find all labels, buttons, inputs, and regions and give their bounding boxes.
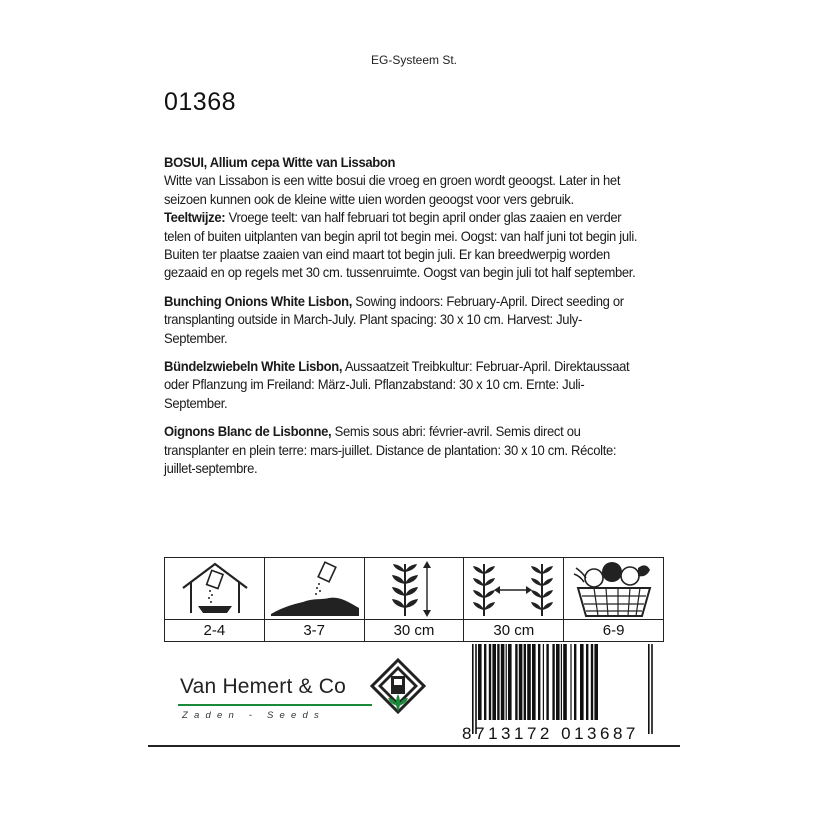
barcode-guard-bar [648,644,650,734]
plant-spacing-value: 30 cm [493,622,535,639]
barcode-bar [561,644,562,720]
brand-name: Van Hemert & Co [180,675,347,698]
barcode-bar [556,644,560,720]
german-text: Aussaatzeit Treibkultur: Februar-April. Direktaussaat oder Pflanzung im Freiland: März-Juli. Pflanzabstand: 30 x 10 cm. Ernte: Juli-September. [164,358,630,411]
dutch-title: BOSUI, Allium cepa Witte van Lissabon [164,154,396,170]
german-section [164,357,644,412]
barcode-bar [594,644,598,720]
barcode-guard-bar [472,644,474,734]
barcode-bar [563,644,567,720]
row-distance-value: 30 cm [393,622,435,639]
barcode-bar [501,644,505,720]
english-label: Bunching Onions White Lisbon, [164,292,353,309]
plant-spacing-icon [464,558,563,620]
bottom-rule [148,745,680,747]
barcode-bar [591,644,593,720]
outdoor-sowing-icon [265,558,364,620]
barcode-bar [519,644,523,720]
indoor-sowing-icon [165,558,264,620]
barcode-digits: 8 [462,724,472,740]
barcode-bar [538,644,540,720]
cultivation-text: Vroege teelt: van half februari tot begin april onder glas zaaien en verder telen of buiten uitplanten van begin april tot begin mei. Oogst: van half juni tot begin juli. Buiten ter plaatse zaaien van eind maart tot begin juli. Er kan breedwerpig worden gezaaid en op regels met 30 cm. tussenruimte. Oogst van begin juli tot half september. [164,209,638,281]
barcode-digits: 013687 [561,724,639,740]
icon-cell-harvest [564,558,663,641]
barcode-bar [478,644,482,720]
barcode-bar [586,644,588,720]
barcode-bar [515,644,517,720]
system-label: EG-Systeem St. [370,53,458,67]
barcode-guard-bar [475,644,477,734]
brand-logo-icon [370,658,426,723]
english-section [164,292,644,347]
cultivation-icon-table [164,557,664,642]
barcode-guard-bar [651,644,653,734]
barcode-bar [532,644,536,720]
barcode-bar [527,644,531,720]
indoor-sowing-months: 2-4 [203,622,226,639]
barcode-bar [489,644,491,720]
barcode-bar [508,644,512,720]
harvest-months: 6-9 [602,622,625,639]
product-barcode [458,644,658,740]
french-section [164,422,644,477]
barcode-bar [497,644,499,720]
barcode-bar [574,644,576,720]
icon-cell-rows [365,558,465,641]
barcode-bar [570,644,571,720]
icon-cell-outdoor [265,558,365,641]
barcode-bar [543,644,544,720]
brand-underline [178,704,372,706]
barcode-digits: 713172 [475,724,553,740]
french-label: Oignons Blanc de Lisbonne, [164,423,332,440]
dutch-intro: Witte van Lissabon is een witte bosui die vroeg en groen wordt geoogst. Later in het seizoen kunnen ook de kleine witte uien worden geoogst voor vers gebruik. [164,172,621,207]
row-distance-icon [365,558,464,620]
french-text: Semis sous abri: février-avril. Semis direct ou transplanter en plein terre: mars-juillet. Distance de plantation: 30 x 10 cm. Récolte: juillet-septembre. [164,423,617,477]
article-code: 01368 [164,88,237,116]
cultivation-label: Teeltwijze: [164,209,226,226]
outdoor-sowing-months: 3-7 [303,622,326,639]
barcode-bar [580,644,584,720]
barcode-bar [506,644,507,720]
harvest-basket-icon [564,558,663,620]
barcode-bar [524,644,526,720]
brand-tagline: Zaden - Seeds [182,710,325,721]
description-block [164,153,644,488]
icon-cell-indoor [165,558,265,641]
barcode-bar [546,644,548,720]
barcode-bar [484,644,486,720]
english-text: Sowing indoors: February-April. Direct seeding or transplanting outside in March-July. Plant spacing: 30 x 10 cm. Harvest: July-September. [164,292,624,346]
german-label: Bündelzwiebeln White Lisbon, [164,358,343,375]
barcode-bar [492,644,496,720]
dutch-section [164,153,644,282]
icon-cell-spacing [464,558,564,641]
barcode-bar [552,644,554,720]
